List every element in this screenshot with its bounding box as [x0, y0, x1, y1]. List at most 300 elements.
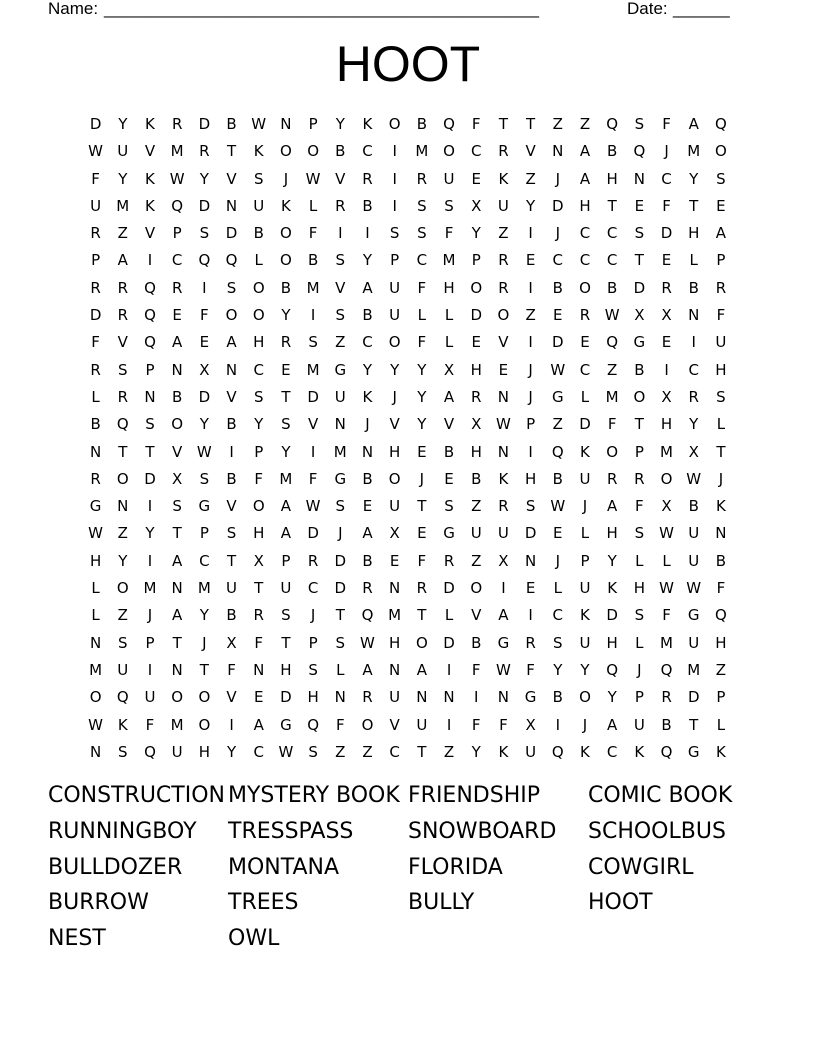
grid-letter: H	[606, 524, 618, 543]
grid-letter: C	[688, 360, 699, 379]
grid-letter: Z	[715, 660, 727, 679]
grid-letter: D	[280, 688, 292, 707]
grid-letter: D	[660, 224, 673, 243]
word-list-item: MONTANA	[228, 854, 340, 880]
word-list-item: NEST	[48, 926, 106, 952]
word-list-item: TRESSPASS	[228, 818, 354, 844]
grid-letter: M	[660, 442, 673, 461]
grid-letter: O	[388, 333, 401, 352]
grid-letter: N	[389, 660, 401, 679]
grid-letter: B	[280, 278, 292, 297]
grid-letter: W	[88, 715, 104, 734]
grid-letter: I	[202, 278, 207, 297]
grid-letter: M	[388, 606, 402, 625]
grid-letter: Q	[606, 333, 619, 352]
grid-letter: O	[252, 306, 265, 325]
grid-letter: Q	[660, 660, 673, 679]
grid-letter: S	[335, 251, 346, 270]
grid-letter: P	[145, 360, 155, 379]
grid-letter: E	[172, 306, 182, 325]
grid-letter: L	[689, 251, 698, 270]
grid-letter: M	[197, 579, 211, 598]
grid-letter: W	[495, 660, 511, 679]
grid-letter: D	[552, 333, 564, 352]
grid-letter: K	[145, 196, 155, 215]
grid-letter: J	[582, 497, 588, 516]
grid-letter: Y	[118, 115, 128, 133]
grid-letter: E	[389, 551, 400, 570]
grid-letter: C	[253, 360, 264, 379]
grid-letter: I	[446, 715, 452, 734]
grid-letter: E	[199, 333, 210, 352]
grid-letter: P	[308, 633, 318, 652]
grid-letter: A	[226, 333, 237, 352]
grid-letter: Y	[281, 442, 291, 461]
grid-letter: V	[117, 333, 128, 352]
grid-letter: V	[226, 169, 237, 188]
grid-letter: N	[361, 442, 374, 461]
grid-letter: F	[471, 715, 481, 734]
grid-letter: U	[579, 579, 591, 598]
grid-letter: H	[280, 660, 292, 679]
grid-letter: D	[524, 524, 537, 543]
grid-letter: B	[715, 551, 727, 570]
grid-letter: C	[579, 360, 591, 379]
word-list-item: BULLY	[408, 890, 475, 916]
grid-letter: F	[471, 115, 481, 133]
grid-letter: C	[606, 251, 618, 270]
grid-letter: I	[501, 579, 506, 598]
grid-letter: W	[88, 524, 104, 543]
grid-letter: Q	[307, 715, 319, 734]
grid-letter: X	[661, 387, 672, 406]
grid-letter: U	[90, 196, 102, 215]
grid-letter: J	[310, 606, 316, 625]
grid-letter: N	[253, 660, 265, 679]
grid-letter: S	[634, 524, 645, 543]
grid-letter: O	[715, 142, 727, 161]
grid-letter: M	[415, 142, 429, 161]
grid-letter: X	[661, 306, 672, 325]
grid-letter: S	[199, 469, 210, 488]
grid-letter: I	[338, 224, 343, 243]
grid-letter: R	[253, 606, 264, 625]
grid-letter: R	[498, 278, 509, 297]
grid-row	[82, 357, 735, 384]
date-label: Date:	[627, 0, 668, 18]
grid-letter: L	[91, 579, 100, 598]
grid-letter: Q	[361, 606, 374, 625]
grid-letter: X	[688, 442, 699, 461]
grid-letter: I	[555, 715, 560, 734]
grid-letter: K	[498, 169, 509, 188]
grid-letter: T	[199, 660, 209, 679]
grid-letter: W	[604, 306, 620, 325]
grid-letter: W	[88, 142, 104, 161]
grid-letter: R	[171, 115, 183, 133]
grid-letter: Z	[471, 551, 482, 570]
grid-letter: H	[579, 196, 591, 215]
grid-letter: K	[362, 387, 373, 406]
grid-letter: N	[171, 660, 183, 679]
grid-letter: B	[607, 142, 618, 161]
grid-letter: U	[389, 306, 401, 325]
grid-letter: V	[335, 278, 346, 297]
grid-letter: R	[416, 169, 428, 188]
grid-letter: T	[145, 442, 155, 461]
page-title: HOOT	[335, 36, 481, 92]
grid-letter: I	[528, 278, 533, 297]
grid-letter: Q	[144, 306, 156, 325]
grid-letter: P	[145, 633, 155, 652]
grid-letter: V	[443, 415, 455, 434]
grid-letter: W	[686, 469, 702, 488]
grid-letter: F	[716, 306, 726, 325]
grid-letter: X	[498, 551, 509, 570]
grid-letter: D	[334, 551, 347, 570]
grid-letter: V	[226, 688, 237, 707]
grid-letter: O	[252, 497, 265, 516]
grid-letter: C	[606, 742, 618, 761]
grid-letter: X	[226, 633, 237, 652]
grid-letter: I	[229, 715, 234, 734]
word-list-item: SNOWBOARD	[408, 818, 557, 844]
grid-row	[82, 684, 735, 711]
grid-letter: C	[416, 251, 428, 270]
grid-letter: Z	[607, 360, 618, 379]
grid-letter: W	[305, 169, 321, 188]
grid-letter: W	[659, 524, 674, 543]
word-list-item: OWL	[228, 926, 280, 952]
grid-letter: F	[227, 660, 236, 679]
grid-letter: S	[308, 660, 318, 679]
grid-letter: B	[471, 469, 482, 488]
grid-letter: I	[664, 360, 669, 379]
grid-letter: U	[579, 633, 591, 652]
grid-letter: T	[335, 606, 345, 625]
grid-letter: D	[552, 196, 564, 215]
grid-letter: F	[308, 469, 318, 488]
grid-letter: U	[171, 742, 183, 761]
grid-letter: C	[389, 742, 400, 761]
grid-letter: E	[553, 524, 563, 543]
grid-letter: S	[308, 742, 318, 761]
grid-letter: V	[226, 387, 237, 406]
grid-row	[82, 739, 735, 766]
grid-letter: M	[143, 579, 157, 598]
grid-letter: Z	[117, 524, 128, 543]
grid-letter: N	[633, 169, 645, 188]
grid-letter: P	[580, 551, 590, 570]
grid-letter: Q	[144, 742, 156, 761]
grid-letter: P	[471, 251, 481, 270]
grid-letter: H	[715, 360, 727, 379]
grid-letter: W	[305, 497, 321, 516]
grid-letter: T	[172, 524, 182, 543]
grid-letter: Y	[362, 360, 373, 379]
grid-letter: B	[307, 251, 319, 270]
grid-row	[82, 302, 735, 329]
grid-letter: O	[280, 251, 292, 270]
grid-letter: A	[172, 551, 183, 570]
grid-row	[82, 520, 735, 547]
grid-letter: K	[715, 742, 726, 761]
grid-letter: V	[226, 497, 237, 516]
grid-letter: U	[334, 387, 346, 406]
grid-letter: S	[335, 497, 346, 516]
grid-letter: R	[362, 169, 373, 188]
grid-letter: Y	[526, 196, 536, 215]
grid-letter: G	[198, 497, 211, 516]
grid-letter: Y	[145, 524, 155, 543]
grid-letter: W	[495, 415, 511, 434]
grid-letter: I	[392, 142, 397, 161]
grid-letter: L	[716, 415, 726, 434]
grid-letter: U	[280, 579, 292, 598]
grid-letter: E	[498, 360, 509, 379]
grid-letter: O	[171, 688, 184, 707]
grid-letter: I	[392, 169, 397, 188]
grid-letter: A	[280, 524, 292, 543]
grid-letter: H	[253, 333, 265, 352]
grid-letter: T	[281, 633, 291, 652]
grid-letter: F	[254, 633, 264, 652]
grid-letter: N	[688, 306, 700, 325]
grid-letter: K	[498, 469, 509, 488]
grid-letter: L	[444, 306, 454, 325]
grid-letter: J	[555, 224, 560, 243]
grid-letter: T	[281, 387, 291, 406]
grid-letter: I	[474, 688, 479, 707]
grid-letter: N	[89, 742, 102, 761]
grid-letter: Y	[199, 606, 209, 625]
grid-letter: F	[662, 115, 671, 133]
grid-letter: N	[552, 142, 564, 161]
grid-letter: F	[254, 469, 264, 488]
grid-letter: Y	[417, 387, 427, 406]
grid-letter: P	[716, 251, 726, 270]
grid-letter: S	[308, 333, 318, 352]
grid-letter: Y	[689, 169, 699, 188]
grid-letter: N	[334, 415, 346, 434]
grid-letter: A	[579, 142, 591, 161]
grid-letter: O	[443, 142, 455, 161]
grid-letter: W	[169, 169, 185, 188]
grid-letter: R	[199, 142, 210, 161]
grid-letter: D	[307, 524, 319, 543]
grid-letter: S	[716, 387, 726, 406]
grid-letter: M	[170, 142, 184, 161]
grid-letter: P	[526, 415, 536, 434]
grid-letter: X	[525, 715, 536, 734]
grid-letter: I	[528, 333, 533, 352]
grid-letter: F	[471, 660, 481, 679]
grid-letter: D	[198, 196, 211, 215]
grid-letter: Q	[144, 333, 156, 352]
grid-letter: R	[90, 469, 101, 488]
grid-letter: H	[470, 360, 482, 379]
grid-letter: C	[307, 579, 319, 598]
grid-letter: A	[280, 497, 292, 516]
grid-letter: B	[661, 715, 672, 734]
grid-letter: M	[89, 660, 103, 679]
grid-letter: R	[525, 633, 536, 652]
grid-letter: R	[443, 551, 455, 570]
grid-letter: T	[634, 415, 644, 434]
grid-letter: G	[334, 360, 347, 379]
grid-letter: D	[334, 579, 347, 598]
grid-letter: Y	[417, 415, 427, 434]
grid-letter: Z	[579, 115, 591, 133]
grid-letter: R	[90, 278, 101, 297]
grid-letter: S	[253, 169, 264, 188]
grid-letter: O	[198, 715, 211, 734]
grid-letter: L	[91, 387, 100, 406]
grid-letter: C	[606, 224, 618, 243]
grid-letter: E	[525, 251, 536, 270]
grid-letter: R	[416, 579, 428, 598]
grid-letter: Z	[498, 224, 509, 243]
grid-letter: F	[417, 551, 427, 570]
grid-letter: H	[89, 551, 102, 570]
grid-letter: M	[306, 360, 320, 379]
grid-letter: C	[199, 551, 210, 570]
grid-letter: J	[338, 524, 343, 543]
grid-row	[82, 220, 735, 247]
grid-letter: H	[253, 524, 265, 543]
grid-letter: K	[253, 142, 264, 161]
grid-letter: W	[278, 742, 294, 761]
grid-letter: H	[715, 633, 727, 652]
grid-letter: D	[443, 633, 455, 652]
grid-letter: R	[498, 497, 509, 516]
grid-letter: E	[661, 333, 672, 352]
grid-letter: S	[118, 633, 128, 652]
grid-row	[82, 630, 735, 657]
grid-letter: Z	[552, 415, 563, 434]
grid-letter: B	[172, 387, 183, 406]
grid-letter: M	[442, 251, 456, 270]
grid-letter: O	[280, 142, 292, 161]
grid-letter: I	[528, 224, 533, 243]
grid-letter: T	[634, 251, 644, 270]
grid-letter: H	[198, 742, 210, 761]
grid-letter: N	[117, 497, 129, 516]
grid-letter: A	[362, 524, 373, 543]
grid-letter: C	[579, 251, 591, 270]
grid-letter: L	[635, 633, 644, 652]
grid-letter: Q	[225, 251, 238, 270]
grid-letter: I	[310, 442, 316, 461]
grid-letter: W	[251, 115, 267, 133]
grid-letter: Q	[715, 115, 727, 133]
grid-letter: M	[660, 633, 673, 652]
grid-letter: A	[443, 387, 455, 406]
grid-letter: Z	[471, 497, 482, 516]
grid-letter: O	[415, 633, 428, 652]
grid-letter: S	[634, 115, 645, 133]
grid-letter: X	[443, 360, 455, 379]
grid-letter: E	[417, 442, 427, 461]
word-list-item: HOOT	[588, 890, 653, 916]
grid-letter: C	[552, 251, 564, 270]
grid-letter: D	[89, 306, 102, 325]
grid-letter: P	[281, 551, 291, 570]
grid-letter: C	[362, 333, 373, 352]
grid-letter: J	[555, 551, 560, 570]
grid-letter: U	[525, 742, 537, 761]
grid-letter: U	[579, 469, 591, 488]
grid-letter: R	[715, 278, 727, 297]
grid-row	[82, 384, 735, 411]
grid-letter: X	[253, 551, 264, 570]
grid-letter: D	[307, 387, 319, 406]
grid-row	[82, 166, 735, 193]
grid-letter: R	[498, 142, 509, 161]
grid-letter: R	[280, 333, 292, 352]
grid-letter: B	[607, 278, 618, 297]
grid-row	[82, 548, 735, 575]
grid-letter: D	[443, 579, 455, 598]
grid-letter: L	[444, 333, 454, 352]
grid-letter: A	[688, 115, 699, 133]
grid-letter: B	[362, 306, 373, 325]
grid-letter: E	[253, 688, 264, 707]
letter-grid	[82, 111, 735, 766]
grid-letter: R	[117, 387, 128, 406]
grid-letter: W	[196, 442, 212, 461]
grid-letter: U	[253, 196, 265, 215]
grid-letter: U	[497, 524, 509, 543]
grid-row	[82, 138, 735, 165]
grid-letter: F	[607, 415, 617, 434]
grid-letter: O	[225, 306, 238, 325]
word-list-item: CONSTRUCTION	[48, 783, 225, 808]
grid-letter: S	[335, 306, 346, 325]
grid-letter: R	[634, 469, 645, 488]
grid-letter: Q	[551, 442, 564, 461]
grid-letter: N	[89, 633, 102, 652]
grid-letter: Q	[144, 278, 156, 297]
grid-letter: L	[336, 660, 345, 679]
grid-letter: H	[688, 224, 700, 243]
grid-letter: U	[688, 551, 700, 570]
grid-letter: J	[528, 387, 533, 406]
grid-letter: T	[254, 579, 264, 598]
grid-letter: O	[606, 442, 619, 461]
grid-letter: H	[606, 633, 618, 652]
grid-row	[82, 712, 735, 739]
grid-letter: R	[362, 579, 373, 598]
grid-letter: U	[144, 688, 156, 707]
grid-letter: H	[389, 633, 401, 652]
word-list-item: TREES	[228, 890, 299, 916]
grid-letter: Q	[198, 251, 211, 270]
grid-letter: E	[417, 524, 427, 543]
grid-letter: L	[254, 251, 263, 270]
grid-letter: Y	[335, 115, 345, 133]
grid-letter: C	[253, 742, 264, 761]
grid-letter: R	[688, 387, 699, 406]
grid-letter: P	[254, 442, 264, 461]
grid-letter: N	[389, 579, 401, 598]
grid-letter: R	[661, 688, 672, 707]
grid-letter: H	[470, 442, 482, 461]
grid-row	[82, 111, 735, 138]
grid-row	[82, 657, 735, 684]
grid-letter: R	[335, 196, 346, 215]
grid-letter: B	[634, 360, 645, 379]
